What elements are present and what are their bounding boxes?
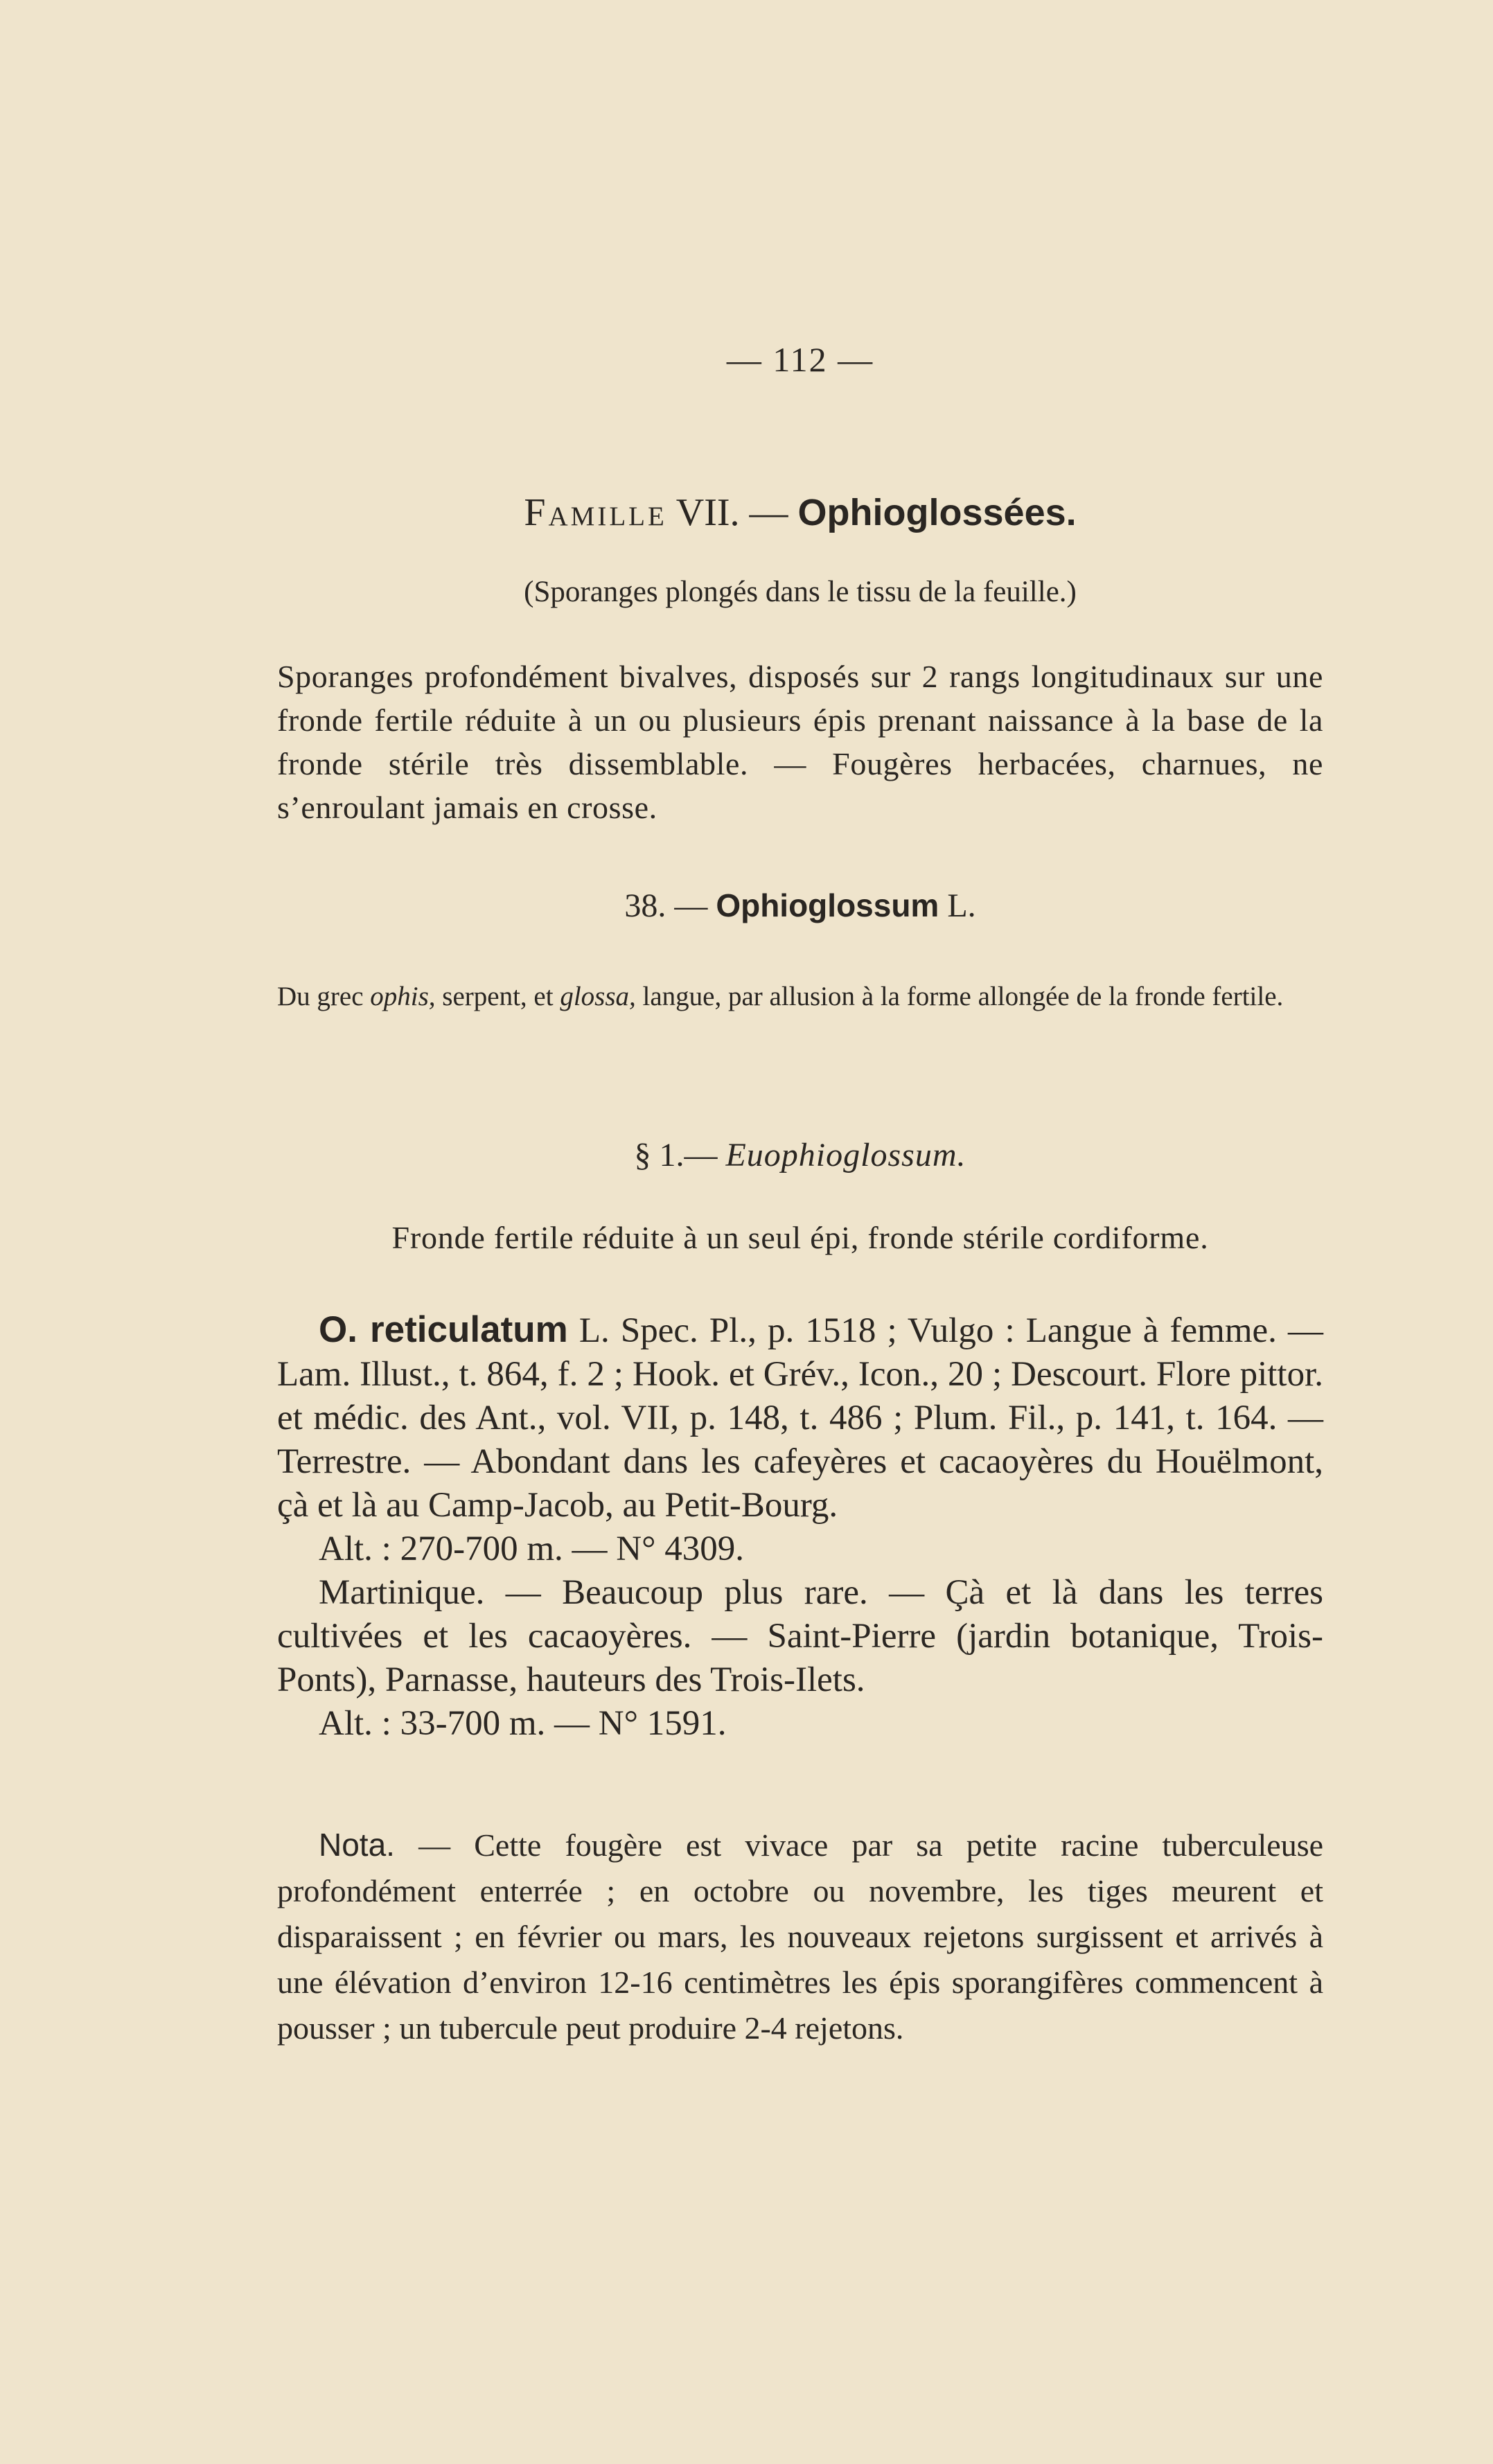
genus-number: 38. —	[624, 887, 708, 924]
species-martinique: Martinique. — Beaucoup plus rare. — Çà et là dans les terres cultivées et les cacaoyères. — Saint-Pierre (jardin botanique, Trois-Ponts), Parnasse, hauteurs des Trois-Ilets.	[277, 1573, 1323, 1699]
species-name: O. reticulatum	[319, 1309, 568, 1350]
etymology-word-ophis: ophis,	[370, 982, 436, 1011]
species-citation-paragraph	[277, 1308, 1323, 1527]
etymology-text: Du grec	[277, 982, 364, 1011]
family-prefix: Famille	[524, 491, 667, 534]
family-dash: —	[749, 491, 788, 534]
family-heading	[277, 485, 1323, 540]
etymology-text: serpent, et	[442, 982, 554, 1011]
section-heading	[277, 1136, 1323, 1174]
genus-name: Ophioglossum	[716, 887, 939, 923]
genus-heading	[277, 887, 1323, 925]
etymology	[277, 977, 1323, 1017]
family-subheading: (Sporanges plongés dans le tissu de la feuille.)	[524, 576, 1077, 608]
genus-author: L.	[947, 887, 976, 924]
nota-label: Nota.	[319, 1827, 395, 1863]
species-altitude-2: Alt. : 33-700 m. — N° 1591.	[319, 1704, 727, 1743]
species-entry	[277, 1308, 1323, 1746]
etymology-word-glossa: glossa,	[560, 982, 636, 1011]
family-name: Ophioglossées.	[797, 492, 1077, 533]
species-citation: L. Spec. Pl., p. 1518 ; Vulgo : Langue à femme. — Lam. Illust., t. 864, f. 2 ; Hook. et Grév., Icon., 20 ; Descourt. Flore pittor. et médic. des Ant., vol. VII, p. 148, t. 486 ; Plum. Fil., p. 141, t. 164. — Terrestre. — Abondant dans les cafeyères et cacaoyères du Houëlmont, çà et là au Camp-Jacob, au Petit-Bourg.	[277, 1311, 1324, 1525]
section-name: Euophioglossum.	[725, 1137, 966, 1173]
nota-paragraph	[277, 1822, 1323, 2051]
species-altitude-1: Alt. : 270-700 m. — N° 4309.	[319, 1530, 744, 1568]
page-number: — 112 —	[726, 340, 874, 379]
section-description: Fronde fertile réduite à un seul épi, fronde stérile cordiforme.	[391, 1220, 1209, 1255]
family-number: VII.	[675, 491, 740, 534]
section-number: § 1.—	[634, 1137, 718, 1173]
nota-text: — Cette fougère est vivace par sa petite racine tuberculeuse profondément enterrée ; en octobre ou novembre, les tiges meurent et disparaissent ; en février ou mars, les nouveaux rejetons surgissent et arrivés à une élévation d’environ 12-16 centimètres les épis sporangifères commencent à pousser ; un tubercule peut produire 2-4 rejetons.	[277, 1827, 1324, 2046]
family-description: Sporanges profondément bivalves, disposés sur 2 rangs longitudinaux sur une fronde fertile réduite à un ou plusieurs épis prenant naissance à la base de la fronde stérile très dissemblable. — Fougères herbacées, charnues, ne s’enroulant jamais en crosse.	[277, 659, 1323, 825]
etymology-text: langue, par allusion à la forme allongée de la fronde fertile.	[642, 982, 1284, 1011]
